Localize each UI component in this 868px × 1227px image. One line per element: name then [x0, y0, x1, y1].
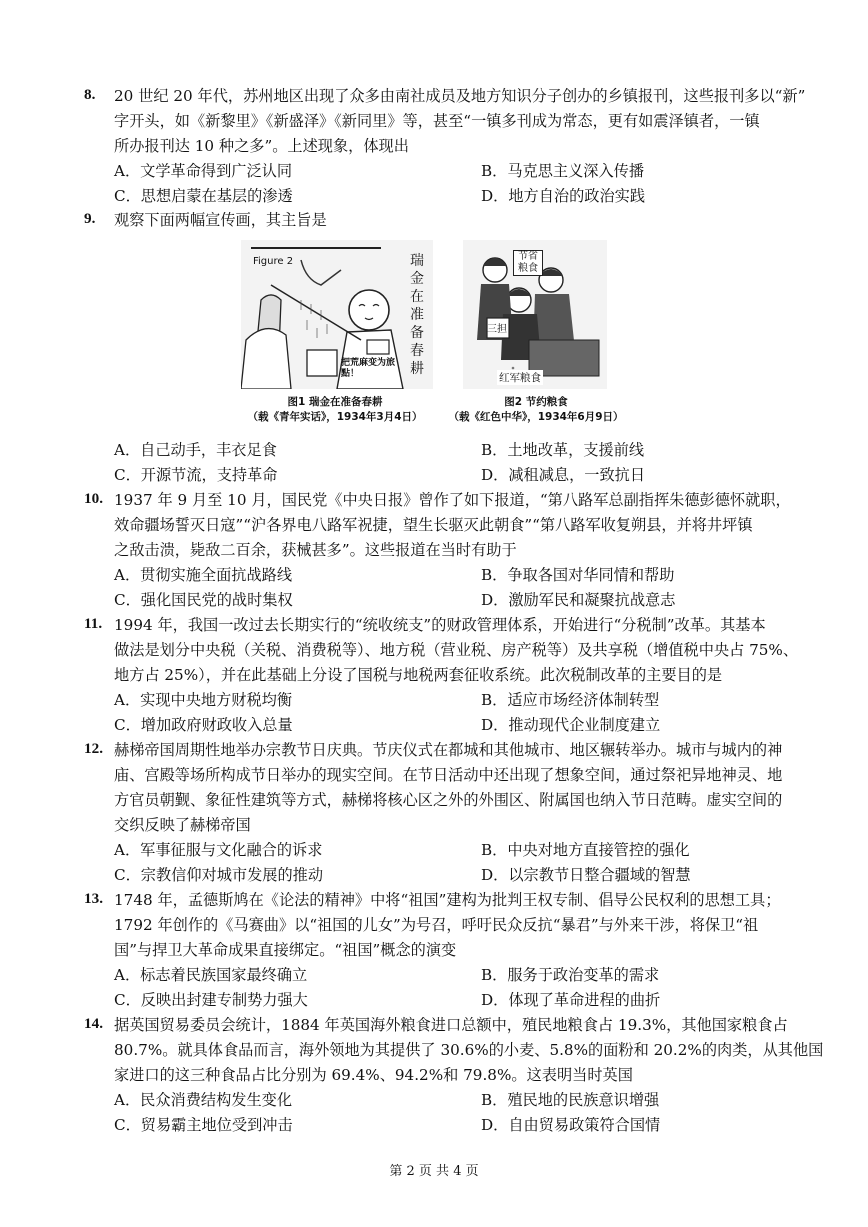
caption-source: （载《红色中华》，1934年6月9日）: [448, 411, 624, 423]
option-a[interactable]: A．文学革命得到广泛认同: [114, 162, 293, 180]
figure-2-caption: [436, 395, 636, 425]
option-b[interactable]: B．殖民地的民族意识增强: [481, 1091, 660, 1109]
poster-2-basket-text: 三担: [487, 324, 507, 335]
option-d[interactable]: D．地方自治的政治实践: [481, 187, 646, 205]
question-number: 12.: [84, 740, 103, 757]
question-text: 国”与捍卫大革命成果直接绑定。“祖国”概念的演变: [114, 941, 457, 959]
poster-1-vertical-title: [407, 252, 427, 378]
option-c[interactable]: C．宗教信仰对城市发展的推动: [114, 866, 324, 884]
question-text: 据英国贸易委员会统计，1884 年英国海外粮食进口总额中，殖民地粮食占 19.3%，其他国家粮食占: [114, 1016, 788, 1034]
option-d[interactable]: D．自由贸易政策符合国情: [481, 1116, 661, 1134]
option-b[interactable]: B．服务于政治变革的需求: [481, 966, 660, 984]
option-c[interactable]: C．强化国民党的战时集权: [114, 591, 293, 609]
question-text: 1792 年创作的《马赛曲》以“祖国的儿女”为号召，呼吁民众反抗“暴君”与外来干涉，将保卫“祖: [114, 916, 759, 934]
question-text: 1994 年，我国一改过去长期实行的“统收统支”的财政管理体系，开始进行“分税制”改革。其基本: [114, 616, 766, 634]
option-a[interactable]: A．贯彻实施全面抗战路线: [114, 566, 293, 584]
vertical-char: 在: [410, 289, 424, 305]
question-text: 之敌击溃，毙敌二百余，获械甚多”。这些报道在当时有助于: [114, 541, 517, 559]
propaganda-poster-2: [463, 240, 607, 389]
question-text: 观察下面两幅宣传画，其主旨是: [114, 211, 327, 229]
question-text: 20 世纪 20 年代，苏州地区出现了众多由南社成员及地方知识分子创办的乡镇报刊，这些报刊多以“新”: [114, 87, 806, 105]
option-c[interactable]: C．贸易霸主地位受到冲击: [114, 1116, 293, 1134]
question-number: 10.: [84, 490, 103, 507]
question-text: 庙、宫殿等场所构成节日举办的现实空间。在节日活动中还出现了想象空间，通过祭祀异地神灵、地: [114, 766, 783, 784]
option-c[interactable]: C．反映出封建专制势力强大: [114, 991, 308, 1009]
option-b[interactable]: B．土地改革，支援前线: [481, 441, 645, 459]
poster-2-bottom-text: 红军粮食: [499, 372, 541, 384]
option-b[interactable]: B．争取各国对华同情和帮助: [481, 566, 675, 584]
question-text: 字开头，如《新黎里》《新盛泽》《新同里》等，甚至“一镇多刊成为常态，更有如震泽镇者，一镇: [114, 112, 760, 130]
option-c[interactable]: C．开源节流，支持革命: [114, 466, 278, 484]
option-d[interactable]: D．体现了革命进程的曲折: [481, 991, 661, 1009]
option-d[interactable]: D．激励军民和凝聚抗战意志: [481, 591, 676, 609]
question-text: 所办报刊达 10 种之多”。上述现象，体现出: [114, 137, 409, 155]
question-number: 9.: [84, 210, 96, 227]
option-d[interactable]: D．以宗教节日整合疆域的智慧: [481, 866, 691, 884]
question-text: 家进口的这三种食品占比分别为 69.4%、94.2%和 79.8%。这表明当时英国: [114, 1066, 633, 1084]
option-b[interactable]: B．适应市场经济体制转型: [481, 691, 660, 709]
question-text: 做法是划分中央税（关税、消费税等）、地方税（营业税、房产税等）及共享税（增值税中央占 75%、: [114, 641, 799, 659]
option-d[interactable]: D．推动现代企业制度建立: [481, 716, 661, 734]
page-footer: 第 2 页 共 4 页: [389, 1164, 479, 1179]
option-b[interactable]: B．马克思主义深入传播: [481, 162, 645, 180]
poster-1-inner-label: 把荒麻变为旅點！: [341, 358, 396, 379]
vertical-char: 春: [410, 343, 424, 359]
figure-1-caption: [220, 395, 450, 425]
option-a[interactable]: A．军事征服与文化融合的诉求: [114, 841, 323, 859]
question-text: 方官员朝觐、象征性建筑等方式，赫梯将核心区之外的外围区、附属国也纳入节日范畴。虚实空间的: [114, 791, 783, 809]
poster-1-tag: Figure 2: [253, 256, 294, 267]
question-number: 8.: [84, 86, 96, 103]
vertical-char: 备: [410, 325, 424, 341]
question-text: 80.7%。就具体食品而言，海外领地为其提供了 30.6%的小麦、5.8%的面粉和 20.2%的肉类，从其他国: [114, 1041, 824, 1059]
caption-source: （载《青年实话》，1934年3月4日）: [247, 411, 423, 423]
option-d[interactable]: D．减租减息，一致抗日: [481, 466, 646, 484]
option-c[interactable]: C．增加政府财政收入总量: [114, 716, 293, 734]
caption-title: 图2 节约粮食: [504, 396, 568, 408]
question-number: 14.: [84, 1015, 103, 1032]
option-a[interactable]: A．标志着民族国家最终确立: [114, 966, 308, 984]
poster-2-sign: 节省粮食: [513, 250, 543, 276]
question-text: 1748 年，孟德斯鸠在《论法的精神》中将“祖国”建构为批判王权专制、倡导公民权利的思想工具；: [114, 891, 781, 909]
caption-title: 图1 瑞金在准备春耕: [287, 396, 383, 408]
vertical-char: 金: [410, 271, 424, 287]
vertical-char: 准: [410, 307, 424, 323]
question-text: 效命疆场誓灭日寇”“沪各界电八路军祝捷，望生长驱灭此朝食”“第八路军收复朔县，并将井坪镇: [114, 516, 753, 534]
question-text: 1937 年 9 月至 10 月，国民党《中央日报》曾作了如下报道，“第八路军总副指挥朱德彭德怀就职，: [114, 491, 791, 509]
option-a[interactable]: A．自己动手，丰衣足食: [114, 441, 277, 459]
option-c[interactable]: C．思想启蒙在基层的渗透: [114, 187, 293, 205]
option-b[interactable]: B．中央对地方直接管控的强化: [481, 841, 690, 859]
question-text: 地方占 25%），并在此基础上分设了国税与地税两套征收系统。此次税制改革的主要目的是: [114, 666, 723, 684]
question-text: 赫梯帝国周期性地举办宗教节日庆典。节庆仪式在都城和其他城市、地区辗转举办。城市与城内的神: [114, 741, 783, 759]
question-number: 13.: [84, 890, 103, 907]
question-number: 11.: [84, 615, 103, 632]
question-text: 交织反映了赫梯帝国: [114, 816, 251, 834]
propaganda-poster-1: [241, 240, 433, 389]
vertical-char: 瑞: [410, 253, 424, 269]
option-a[interactable]: A．实现中央地方财税均衡: [114, 691, 293, 709]
vertical-char: 耕: [410, 361, 424, 377]
option-a[interactable]: A．民众消费结构发生变化: [114, 1091, 293, 1109]
